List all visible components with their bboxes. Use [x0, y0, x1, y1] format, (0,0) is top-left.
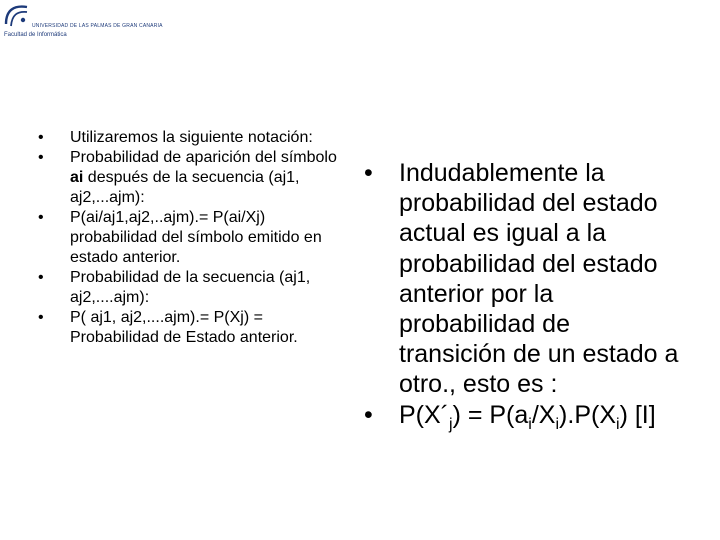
- bullet-mark: •: [38, 309, 44, 326]
- bullet-mark: •: [364, 400, 373, 429]
- bullet-mark: •: [364, 159, 373, 187]
- list-item: [38, 148, 338, 208]
- formula-subscript: i: [616, 415, 620, 433]
- list-item-text: P( aj1, aj2,....ajm).= P(Xj) = Probabilidad de Estado anterior.: [70, 309, 298, 346]
- formula-subscript: i: [555, 415, 560, 433]
- bullet-mark: •: [38, 269, 44, 286]
- list-item: [38, 308, 338, 348]
- bullet-mark: •: [38, 129, 44, 146]
- list-item-text: Probabilidad de aparición del símbolo: [70, 149, 337, 166]
- formula-text: P(X´: [399, 400, 449, 429]
- formula-text: /X: [531, 400, 556, 429]
- bullet-mark: •: [38, 209, 44, 226]
- university-logo-icon: [2, 2, 30, 30]
- logo-faculty-name: Facultad de Informática: [4, 32, 67, 38]
- list-item-text: después de la secuencia (aj1, aj2,...ajm):: [70, 169, 300, 206]
- list-item-text: Indudablemente la probabilidad del estado actual es igual a la probabilidad del estado anterior por la probabilidad de transición de un estado a otro., esto es :: [399, 159, 679, 399]
- left-bullet-list: [38, 128, 338, 348]
- logo-university-name: UNIVERSIDAD DE LAS PALMAS DE GRAN CANARIA: [32, 23, 163, 29]
- formula-text: ) = P(a: [452, 400, 529, 429]
- list-item: [362, 158, 682, 400]
- list-item-text: P(ai/aj1,aj2,..ajm).= P(ai/Xj) probabilidad del símbolo emitido en estado anterior.: [70, 209, 322, 266]
- bullet-mark: •: [38, 149, 44, 166]
- formula-text: ) [I]: [619, 400, 656, 429]
- list-item: [38, 268, 338, 308]
- formula-subscript: i: [528, 415, 532, 433]
- formula-text: ).P(X: [559, 400, 616, 429]
- list-item-text: Utilizaremos la siguiente notación:: [70, 129, 313, 146]
- list-item: [38, 208, 338, 268]
- list-item: [38, 128, 338, 148]
- list-item-bold-symbol: ai: [70, 169, 84, 186]
- formula-item: [362, 400, 682, 433]
- list-item-text: Probabilidad de la secuencia (aj1, aj2,....ajm):: [70, 269, 311, 306]
- header-logo: [2, 2, 163, 42]
- formula-subscript: j: [449, 415, 453, 433]
- right-bullet-list: [362, 158, 682, 433]
